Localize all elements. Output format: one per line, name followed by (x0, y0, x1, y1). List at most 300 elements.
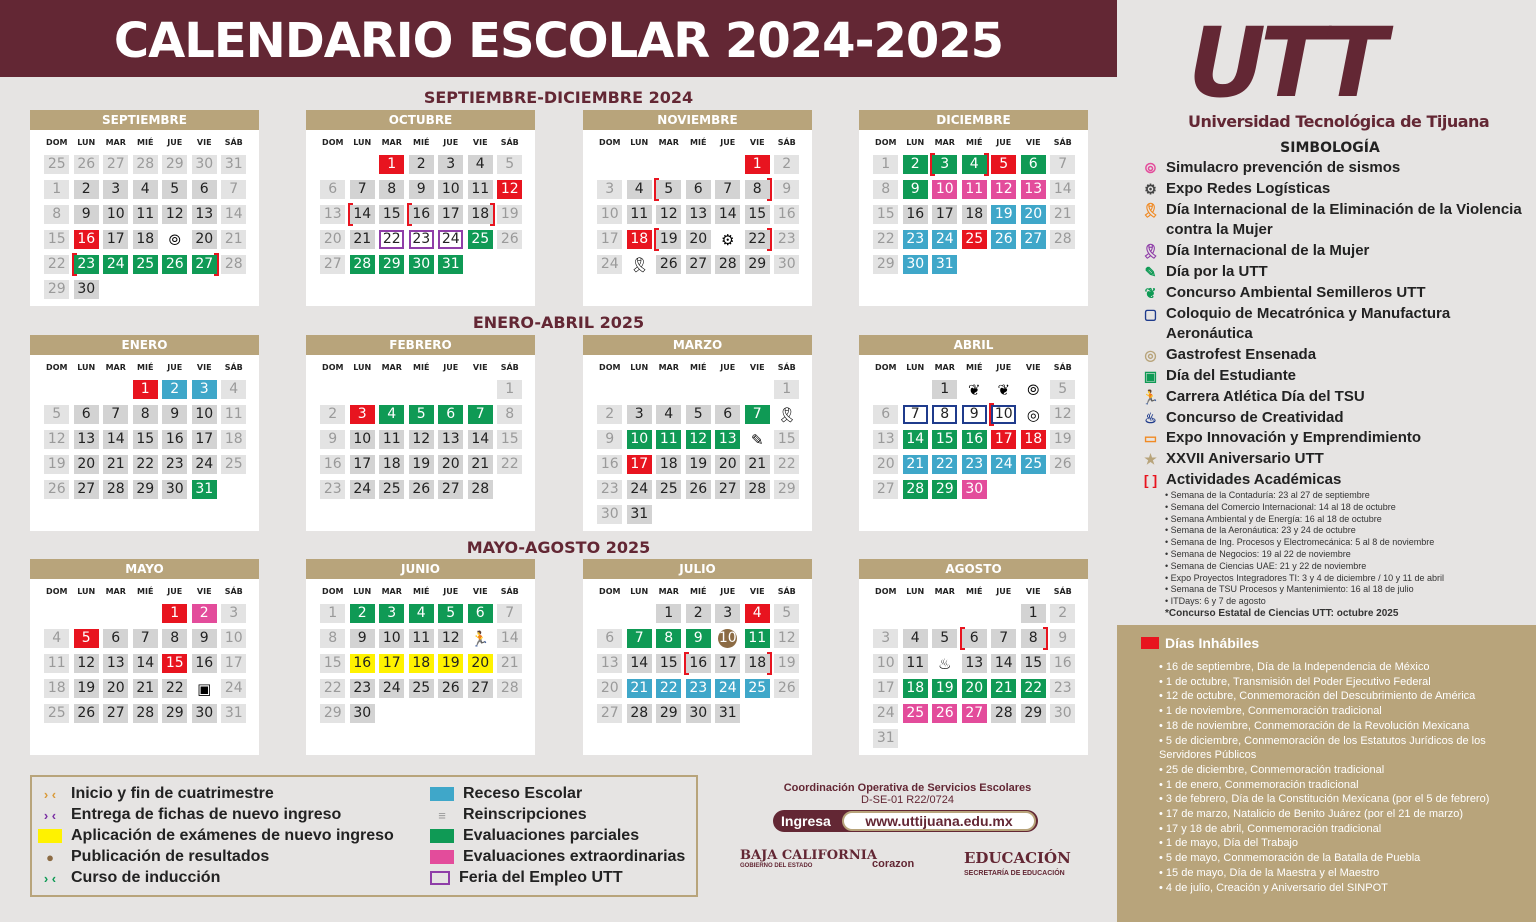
day-number: 5 (44, 405, 69, 424)
day-cell (219, 651, 249, 676)
day-number: 29 (774, 480, 799, 499)
legend-label: Receso Escolar (463, 785, 583, 802)
day-cell (131, 202, 161, 227)
day-cell (1019, 402, 1049, 427)
day-cell (654, 202, 684, 227)
day-cell (495, 227, 525, 252)
day-number: 6 (320, 180, 345, 199)
day-cell (377, 252, 407, 277)
day-number: 28 (745, 480, 770, 499)
day-number: 1 (774, 380, 799, 399)
day-number: 8 (44, 205, 69, 224)
day-number: 27 (1021, 230, 1046, 249)
day-cell (318, 152, 348, 177)
day-number: 24 (350, 480, 375, 499)
day-cell (377, 601, 407, 626)
day-number: 21 (991, 679, 1016, 698)
day-number: 5 (1050, 380, 1075, 399)
weekday-label: MIÉ (690, 587, 707, 596)
day-number: 2 (903, 155, 928, 174)
day-cell (595, 502, 625, 527)
day-number: 25 (745, 679, 770, 698)
day-number: 2 (162, 380, 187, 399)
weekday-header (583, 355, 812, 377)
day-cell (989, 601, 1019, 626)
day-cell (713, 377, 743, 402)
day-number: 26 (44, 480, 69, 499)
day-number: 18 (656, 455, 681, 474)
legend-item (430, 806, 587, 824)
day-cell (190, 377, 220, 402)
month-name: ABRIL (859, 335, 1088, 355)
day-cell (1048, 377, 1078, 402)
day-cell (42, 202, 72, 227)
day-cell (42, 477, 72, 502)
day-cell (190, 402, 220, 427)
day-number: 1 (162, 604, 187, 623)
day-number: 18 (221, 430, 246, 449)
day-number: 25 (903, 704, 928, 723)
weekday-label: MAR (658, 138, 679, 147)
day-cell (743, 651, 773, 676)
day-number: 24 (991, 455, 1016, 474)
day-cell (101, 676, 131, 701)
month-name: MARZO (583, 335, 812, 355)
day-cell (219, 701, 249, 726)
day-number: 24 (932, 230, 957, 249)
day-number: 27 (438, 480, 463, 499)
day-cell (989, 402, 1019, 427)
day-number: 7 (468, 405, 493, 424)
backpack-icon: ▣ (1143, 367, 1158, 384)
day-cell (1019, 177, 1049, 202)
day-cell (960, 202, 990, 227)
day-cell (772, 402, 802, 427)
weekday-header (306, 579, 535, 601)
day-cell (101, 452, 131, 477)
day-cell (72, 227, 102, 252)
activity-item: • Semana de la Aeronáutica: 23 y 24 de octubre (1165, 525, 1525, 537)
day-cell (160, 651, 190, 676)
day-number: 14 (991, 654, 1016, 673)
month-name: SEPTIEMBRE (30, 110, 259, 130)
day-cell (1019, 202, 1049, 227)
runner-icon: 🏃 (1141, 388, 1160, 405)
legend-swatch (38, 829, 62, 843)
holiday-item: • 12 de octubre, Conmemoración del Descubrimiento de América (1159, 689, 1519, 704)
day-number: 11 (903, 654, 928, 673)
day-cell (743, 477, 773, 502)
day-cell (42, 402, 72, 427)
day-cell (219, 152, 249, 177)
bracket-mark (72, 253, 77, 276)
legend-swatch: ● (46, 849, 54, 865)
day-cell (348, 227, 378, 252)
day-cell (160, 202, 190, 227)
day-number: 31 (221, 704, 246, 723)
day-number: 10 (103, 205, 128, 224)
day-cell (407, 427, 437, 452)
website-link[interactable]: www.uttijuana.edu.mx (842, 811, 1036, 831)
day-number: 7 (715, 180, 740, 199)
day-cell (871, 202, 901, 227)
day-number: 11 (656, 430, 681, 449)
day-cell (595, 202, 625, 227)
day-number: 11 (133, 205, 158, 224)
day-number: 13 (438, 430, 463, 449)
day-number: 11 (627, 205, 652, 224)
day-number: 12 (74, 654, 99, 673)
day-number: 15 (497, 430, 522, 449)
day-cell (1048, 202, 1078, 227)
day-number: 23 (74, 255, 99, 274)
day-cell (743, 626, 773, 651)
weekday-label: SÁB (224, 138, 243, 147)
day-number: 4 (656, 405, 681, 424)
day-cell (901, 402, 931, 427)
day-cell (495, 377, 525, 402)
day-cell (466, 377, 496, 402)
day-number: 31 (873, 729, 898, 748)
day-cell (684, 402, 714, 427)
day-cell (190, 601, 220, 626)
day-cell (1019, 601, 1049, 626)
day-number: 17 (103, 230, 128, 249)
day-cell (772, 651, 802, 676)
day-cell (190, 452, 220, 477)
month-noviembre (583, 110, 812, 306)
day-number: 17 (991, 430, 1016, 449)
bc-sub: GOBIERNO DEL ESTADO (740, 863, 813, 869)
weekday-label: MIÉ (690, 363, 707, 372)
day-cell (348, 626, 378, 651)
day-cell (1048, 626, 1078, 651)
day-cell (407, 676, 437, 701)
day-cell (318, 227, 348, 252)
day-cell (101, 377, 131, 402)
day-cell (901, 427, 931, 452)
weekday-header (583, 579, 812, 601)
day-number: 16 (350, 654, 375, 673)
symbology-item (1135, 428, 1525, 449)
day-number: 30 (597, 505, 622, 524)
day-cell (131, 177, 161, 202)
month-octubre (306, 110, 535, 306)
day-number: 8 (320, 629, 345, 648)
day-cell (871, 427, 901, 452)
weekday-label: VIE (749, 587, 765, 596)
day-number: 31 (715, 704, 740, 723)
day-cell (72, 177, 102, 202)
day-cell (348, 651, 378, 676)
day-cell (348, 676, 378, 701)
section-title: ENERO-ABRIL 2025 (472, 313, 645, 332)
day-cell (654, 377, 684, 402)
weekday-label: SÁB (777, 587, 796, 596)
day-number: 3 (715, 604, 740, 623)
day-cell (436, 452, 466, 477)
day-cell (960, 377, 990, 402)
days-grid (859, 601, 1088, 751)
day-number: 15 (1021, 654, 1046, 673)
day-cell (436, 177, 466, 202)
day-number: 14 (468, 430, 493, 449)
day-cell (901, 377, 931, 402)
day-number: 26 (932, 704, 957, 723)
day-number: 3 (932, 155, 957, 174)
day-cell (318, 177, 348, 202)
day-cell (348, 377, 378, 402)
day-cell (131, 152, 161, 177)
day-cell (654, 676, 684, 701)
day-cell (930, 177, 960, 202)
day-cell (960, 427, 990, 452)
day-cell (713, 626, 743, 651)
holidays-panel (1117, 625, 1536, 922)
day-number: 10 (438, 180, 463, 199)
day-cell (318, 651, 348, 676)
day-number: 17 (350, 455, 375, 474)
day-cell (595, 477, 625, 502)
weekday-label: JUE (996, 363, 1012, 372)
day-number: 18 (627, 230, 652, 249)
day-number: 6 (962, 629, 987, 648)
day-cell (219, 377, 249, 402)
day-cell (625, 601, 655, 626)
day-cell (930, 202, 960, 227)
day-cell (101, 601, 131, 626)
day-number: 16 (903, 205, 928, 224)
day-number: 5 (774, 604, 799, 623)
day-cell (219, 227, 249, 252)
legend-label: Inicio y fin de cuatrimestre (71, 785, 274, 802)
day-cell (772, 252, 802, 277)
gastro-icon: ◎ (1026, 405, 1040, 424)
day-number: 30 (686, 704, 711, 723)
day-cell (377, 676, 407, 701)
day-number: 6 (438, 405, 463, 424)
day-cell (318, 601, 348, 626)
weekday-label: MAR (658, 587, 679, 596)
day-cell (466, 601, 496, 626)
day-cell (871, 402, 901, 427)
day-cell (625, 177, 655, 202)
day-cell (684, 152, 714, 177)
day-number: 4 (44, 629, 69, 648)
day-number: 20 (468, 654, 493, 673)
day-number: 7 (627, 629, 652, 648)
legend-item (38, 869, 220, 887)
day-cell (42, 701, 72, 726)
day-number: 14 (715, 205, 740, 224)
day-cell (190, 676, 220, 701)
day-cell (595, 427, 625, 452)
day-number: 8 (133, 405, 158, 424)
weekday-label: VIE (1025, 138, 1041, 147)
day-cell (160, 626, 190, 651)
day-number: 29 (133, 480, 158, 499)
day-number: 28 (1050, 230, 1075, 249)
day-number: 12 (409, 430, 434, 449)
day-cell (72, 477, 102, 502)
day-number: 21 (745, 455, 770, 474)
weekday-label: MAR (381, 138, 402, 147)
symbology-item (1135, 304, 1525, 346)
day-cell (625, 452, 655, 477)
day-cell (684, 427, 714, 452)
day-number: 2 (350, 604, 375, 623)
day-number: 10 (597, 205, 622, 224)
day-cell (989, 651, 1019, 676)
day-cell (871, 377, 901, 402)
symbology-label: Día por la UTT (1166, 262, 1268, 280)
day-cell (42, 252, 72, 277)
day-number: 15 (932, 430, 957, 449)
day-cell (466, 452, 496, 477)
symbology-item (1135, 345, 1525, 366)
day-cell (1019, 626, 1049, 651)
day-cell (960, 402, 990, 427)
day-cell (654, 227, 684, 252)
day-cell (377, 152, 407, 177)
activity-item: • Expo Proyectos Integradores TI: 3 y 4 de diciembre / 10 y 11 de abril (1165, 573, 1525, 585)
day-cell (318, 477, 348, 502)
day-cell (72, 202, 102, 227)
weekday-label: LUN (906, 587, 925, 596)
day-cell (871, 177, 901, 202)
day-number: 4 (468, 155, 493, 174)
day-cell (1048, 227, 1078, 252)
day-cell (160, 676, 190, 701)
day-number: 16 (162, 430, 187, 449)
day-cell (625, 651, 655, 676)
symbology-item (1135, 283, 1525, 304)
day-cell (190, 477, 220, 502)
day-number: 23 (903, 230, 928, 249)
day-cell (901, 452, 931, 477)
day-number: 17 (932, 205, 957, 224)
day-number: 16 (320, 455, 345, 474)
day-cell (654, 452, 684, 477)
weekday-header (30, 579, 259, 601)
day-number: 10 (221, 629, 246, 648)
day-number: 20 (715, 455, 740, 474)
day-number: 9 (74, 205, 99, 224)
day-cell (160, 701, 190, 726)
day-number: 22 (774, 455, 799, 474)
day-number: 1 (745, 155, 770, 174)
day-cell (1048, 651, 1078, 676)
day-number: 13 (715, 430, 740, 449)
day-cell (989, 626, 1019, 651)
day-cell (871, 601, 901, 626)
day-number: 30 (903, 255, 928, 274)
day-number: 26 (1050, 455, 1075, 474)
day-number: 18 (962, 205, 987, 224)
activity-item: • Semana del Comercio Internacional: 14 al 18 de octubre (1165, 502, 1525, 514)
day-cell (743, 227, 773, 252)
days-grid (859, 152, 1088, 277)
day-number: 10 (379, 629, 404, 648)
weekday-label: SÁB (1053, 363, 1072, 372)
day-number: 19 (438, 654, 463, 673)
symbology-label: Expo Redes Logísticas (1166, 179, 1331, 197)
day-number: 5 (497, 155, 522, 174)
day-number: 11 (468, 180, 493, 199)
day-number: 3 (597, 180, 622, 199)
day-cell (377, 427, 407, 452)
day-cell (625, 152, 655, 177)
holiday-item: • 1 de mayo, Día del Trabajo (1159, 836, 1519, 851)
day-cell (989, 701, 1019, 726)
weekday-label: LUN (353, 138, 372, 147)
day-cell (625, 701, 655, 726)
symbology-label: Concurso de Creatividad (1166, 408, 1344, 426)
day-cell (160, 427, 190, 452)
day-number: 3 (873, 629, 898, 648)
day-cell (348, 477, 378, 502)
day-number: 24 (192, 455, 217, 474)
weekday-label: MAR (934, 138, 955, 147)
day-cell (190, 152, 220, 177)
day-cell (743, 601, 773, 626)
day-cell (684, 676, 714, 701)
day-cell (625, 676, 655, 701)
day-number: 18 (409, 654, 434, 673)
seismo-icon: ⦾ (1027, 380, 1040, 399)
day-number: 24 (873, 704, 898, 723)
day-cell (495, 402, 525, 427)
weekday-label: DOM (322, 587, 344, 596)
day-cell (160, 452, 190, 477)
day-number: 17 (379, 654, 404, 673)
day-number: 19 (497, 205, 522, 224)
weekday-label: DOM (599, 363, 621, 372)
activities-list (1165, 490, 1525, 620)
day-cell (684, 252, 714, 277)
day-cell (348, 601, 378, 626)
day-number: 21 (627, 679, 652, 698)
day-cell (930, 152, 960, 177)
legend-label: Feria del Empleo UTT (459, 869, 623, 886)
day-cell (654, 701, 684, 726)
day-number: 23 (320, 480, 345, 499)
day-number: 25 (44, 155, 69, 174)
holiday-item: • 15 de mayo, Día de la Maestra y el Maestro (1159, 866, 1519, 881)
day-cell (160, 377, 190, 402)
day-cell (625, 202, 655, 227)
day-cell (772, 427, 802, 452)
holiday-item: • 18 de noviembre, Conmemoración de la Revolución Mexicana (1159, 719, 1519, 734)
legend-item (38, 785, 274, 803)
day-number: 11 (379, 430, 404, 449)
days-grid (30, 601, 259, 726)
day-number: 3 (103, 180, 128, 199)
day-cell (72, 701, 102, 726)
day-cell (871, 701, 901, 726)
day-cell (654, 427, 684, 452)
day-number: 12 (44, 430, 69, 449)
day-number: 10 (718, 630, 737, 646)
day-cell (466, 651, 496, 676)
day-number: 9 (320, 430, 345, 449)
weekday-label: LUN (630, 363, 649, 372)
day-number: 21 (103, 455, 128, 474)
day-cell (131, 377, 161, 402)
day-cell (1019, 227, 1049, 252)
day-cell (72, 676, 102, 701)
day-number: 10 (627, 430, 652, 449)
